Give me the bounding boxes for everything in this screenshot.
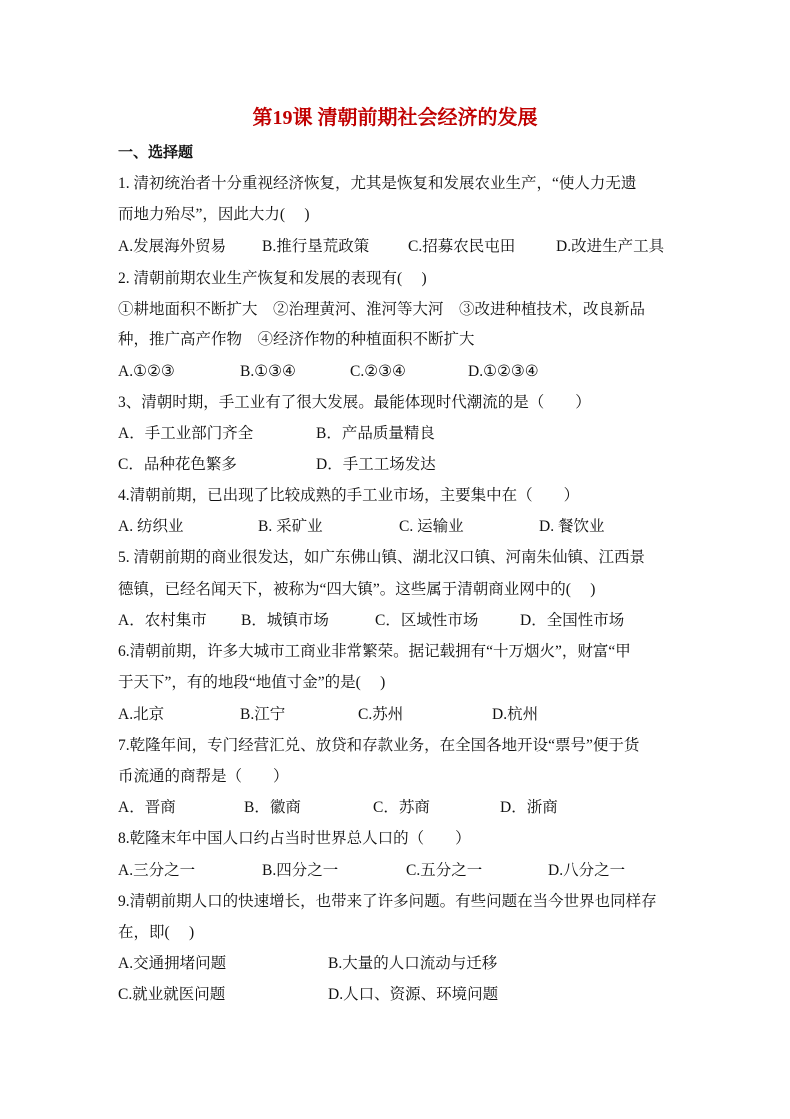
q8-option-d: D.八分之一 (548, 862, 626, 879)
q1-stem-line-2: 而地力殆尽”，因此大力( ) (118, 206, 310, 223)
q2-option-d: D.①②③④ (468, 363, 539, 380)
q6-option-d: D.杭州 (492, 706, 539, 723)
q2-option-b: B.①③④ (240, 363, 296, 380)
q2-statement-line-2: 种，推广高产作物 ④经济作物的种植面积不断扩大 (118, 331, 475, 348)
q4-option-a: A. 纺织业 (118, 518, 184, 535)
q6-stem-line-1: 6.清朝前期，许多大城市工商业非常繁荣。据记载拥有“十万烟火”，财富“甲 (118, 643, 631, 660)
q9-option-a: A.交通拥堵问题 (118, 955, 227, 972)
q9-option-c: C.就业就医问题 (118, 986, 226, 1003)
q4-option-c: C. 运输业 (399, 518, 464, 535)
q4-stem-line-1: 4.清朝前期，已出现了比较成熟的手工业市场，主要集中在（ ） (118, 487, 580, 504)
q5-option-b: B．城镇市场 (241, 612, 329, 629)
q1-option-b: B.推行垦荒政策 (262, 238, 370, 255)
q2-statement-line-1: ①耕地面积不断扩大 ②治理黄河、淮河等大河 ③改进种植技术，改良新品 (118, 301, 646, 318)
q3-option-a: A．手工业部门齐全 (118, 425, 254, 442)
q9-option-d: D.人口、资源、环境问题 (328, 986, 499, 1003)
q6-option-a: A.北京 (118, 706, 165, 723)
q3-option-d: D．手工工场发达 (316, 456, 436, 473)
q2-option-c: C.②③④ (350, 363, 406, 380)
q5-stem-line-2: 德镇，已经名闻天下，被称为“四大镇”。这些属于清朝商业网中的( ) (118, 581, 596, 598)
q9-stem-line-1: 9.清朝前期人口的快速增长，也带来了许多问题。有些问题在当今世界也同样存 (118, 893, 657, 910)
q7-option-d: D．浙商 (500, 799, 558, 816)
q8-stem-line-1: 8.乾隆末年中国人口约占当时世界总人口的（ ） (118, 830, 471, 847)
q3-stem-line-1: 3、清朝时期，手工业有了很大发展。最能体现时代潮流的是（ ） (118, 394, 591, 411)
q6-option-b: B.江宁 (240, 706, 286, 723)
q1-option-d: D.改进生产工具 (556, 238, 665, 255)
q5-option-c: C．区域性市场 (375, 612, 479, 629)
q7-option-b: B．徽商 (244, 799, 301, 816)
q4-option-d: D. 餐饮业 (539, 518, 605, 535)
q1-option-a: A.发展海外贸易 (118, 238, 227, 255)
section-heading: 一、选择题 (118, 145, 194, 161)
q8-option-c: C.五分之一 (406, 862, 483, 879)
q8-option-b: B.四分之一 (262, 862, 339, 879)
q9-stem-line-2: 在，即( ) (118, 924, 195, 941)
q3-option-c: C．品种花色繁多 (118, 456, 237, 473)
q1-stem-line-1: 1. 清初统治者十分重视经济恢复，尤其是恢复和发展农业生产，“使人力无遗 (118, 175, 637, 192)
q3-option-b: B．产品质量精良 (316, 425, 435, 442)
page-title: 第19课 清朝前期社会经济的发展 (252, 107, 538, 129)
q7-stem-line-1: 7.乾隆年间，专门经营汇兑、放贷和存款业务，在全国各地开设“票号”便于货 (118, 737, 640, 754)
q5-stem-line-1: 5. 清朝前期的商业很发达，如广东佛山镇、湖北汉口镇、河南朱仙镇、江西景 (118, 549, 646, 566)
q7-option-c: C．苏商 (373, 799, 430, 816)
q5-option-d: D．全国性市场 (520, 612, 625, 629)
q7-option-a: A．晋商 (118, 799, 176, 816)
q6-stem-line-2: 于天下”，有的地段“地值寸金”的是( ) (118, 674, 386, 691)
q8-option-a: A.三分之一 (118, 862, 196, 879)
q2-stem-line-1: 2. 清朝前期农业生产恢复和发展的表现有( ) (118, 270, 427, 287)
q6-option-c: C.苏州 (358, 706, 404, 723)
q1-option-c: C.招募农民屯田 (408, 238, 516, 255)
q9-option-b: B.大量的人口流动与迁移 (328, 955, 498, 972)
q5-option-a: A．农村集市 (118, 612, 207, 629)
q2-option-a: A.①②③ (118, 363, 175, 380)
q4-option-b: B. 采矿业 (258, 518, 323, 535)
q7-stem-line-2: 币流通的商帮是（ ） (118, 768, 289, 785)
